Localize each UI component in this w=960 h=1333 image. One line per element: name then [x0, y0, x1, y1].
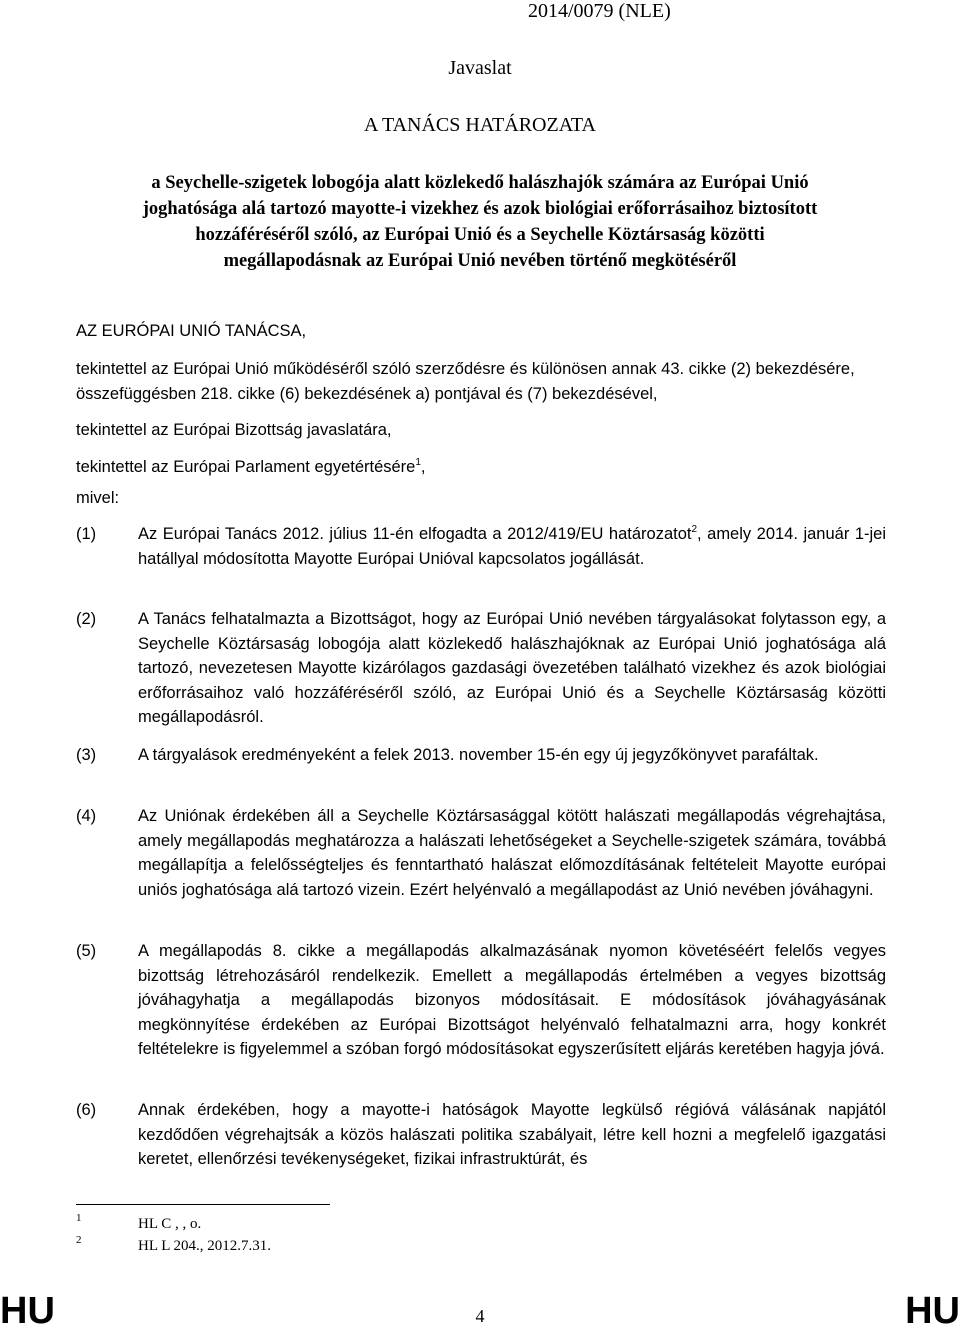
subject-line: hozzáféréséről szóló, az Európai Unió és a Seychelle Köztársaság közötti: [195, 225, 765, 245]
language-code-right: HU: [905, 1290, 960, 1332]
proposal-label: Javaslat: [448, 57, 512, 79]
footnote-separator: [76, 1204, 330, 1205]
footnote-ref[interactable]: 2: [691, 524, 698, 535]
recital-text-end: , amely 2014. január 1-jei hatállyal módosította Mayotte Európai Unióval kapcsolatos jogállását.: [138, 525, 887, 568]
recital-number: (6): [76, 1101, 97, 1119]
footnote-text: HL C , , o.: [138, 1216, 202, 1232]
recital-number: (5): [76, 942, 97, 960]
recital-text: A tárgyalások eredményeként a felek 2013. november 15-én egy új jegyzőkönyvet parafáltak.: [138, 746, 819, 764]
page-number: 4: [475, 1306, 485, 1326]
recital-text: [138, 522, 886, 571]
recital-text: Az Uniónak érdekében áll a Seychelle Köztársasággal kötött halászati megállapodás végrehajtása, amely megállapodás meghatározza a halászati lehetőségeket a Seychelle-szigetek számára, továbbá megállapítja a felelősségteljes és fenntartható halászat előmozdításának feltételeit Mayotte európai uniós joghatósága alá tartozó vizein. Ezért helyénvaló a megállapodást az Unió nevében jóváhagyni.: [138, 807, 886, 899]
citation-parliament: [76, 455, 426, 480]
recital-text: Annak érdekében, hogy a mayotte-i hatóságok Mayotte legkülső régióvá válásának napjától kezdődően végrehajtsák a közös halászati politika szabályait, létre kell hozni a megfelelő igazgatási keretet, ellenőrzési tevékenységeket, fizikai infrastruktúrát, és: [138, 1101, 886, 1168]
document-title: A TANÁCS HATÁROZATA: [363, 114, 596, 136]
footnote-text: HL L 204., 2012.7.31.: [138, 1238, 272, 1254]
subject-line: joghatósága alá tartozó mayotte-i vizekhez és azok biológiai erőforrásaihoz biztosított: [142, 199, 818, 219]
recital-text: A Tanács felhatalmazta a Bizottságot, hogy az Európai Unió nevében tárgyalásokat folytasson egy, a Seychelle Köztársaság lobogója alatt közlekedő halászhajóknak az Európai Unió joghatósága alá tartozó, nevezetesen Mayotte kizárólagos gazdasági övezetében található vizekhez és azok biológiai erőforrásaihoz való hozzáféréséről szóló, az Európai Unió és a Seychelle Köztársaság közötti megállapodásról.: [138, 610, 886, 726]
footnote-ref[interactable]: 1: [415, 457, 421, 468]
document-subject: [70, 170, 890, 274]
recital-number: (1): [76, 525, 97, 543]
whereas-label: mivel:: [76, 489, 120, 507]
recital-number: (4): [76, 807, 97, 825]
recital-text-start: Az Európai Tanács 2012. július 11-én elfogadta a 2012/419/EU határozatot: [138, 525, 692, 543]
language-code-left: HU: [0, 1290, 55, 1332]
citation-parliament-end: ,: [420, 458, 426, 476]
footnote-number: 1: [76, 1212, 82, 1224]
citation-parliament-text: tekintettel az Európai Parlament egyetértésére: [76, 458, 416, 476]
citation-commission: tekintettel az Európai Bizottság javaslatára,: [76, 421, 392, 439]
recital-number: (3): [76, 746, 97, 764]
subject-line: megállapodásnak az Európai Unió nevében történő megkötéséről: [223, 251, 737, 271]
citation-treaty: tekintettel az Európai Unió működéséről szóló szerződésre és különösen annak 43. cikke (2) bekezdésére, összefüggésben 218. cikke (6) bekezdésének a) pontjával és (7) bekezdésével,: [76, 360, 855, 403]
subject-line: a Seychelle-szigetek lobogója alatt közlekedő halászhajók számára az Európai Unió: [151, 173, 809, 193]
recital-text: A megállapodás 8. cikke a megállapodás alkalmazásának nyomon követéséért felelős vegyes bizottság létrehozásáról rendelkezik. Emellett a megállapodás értelmében a vegyes bizottság jóváhagyhatja a megállapodás bizonyos módosításait. E módosítások jóváhagyásának megkönnyítése érdekében az Európai Bizottságot helyénvaló felhatalmazni arra, hogy konkrét feltételekre is figyelemmel a szóban forgó módosításokat egyszerűsített eljárás keretében hagyja jóvá.: [138, 942, 886, 1058]
document-reference: 2014/0079 (NLE): [528, 0, 671, 22]
council-heading: AZ EURÓPAI UNIÓ TANÁCSA,: [76, 322, 307, 340]
footnote-number: 2: [76, 1234, 82, 1246]
recital-number: (2): [76, 610, 97, 628]
